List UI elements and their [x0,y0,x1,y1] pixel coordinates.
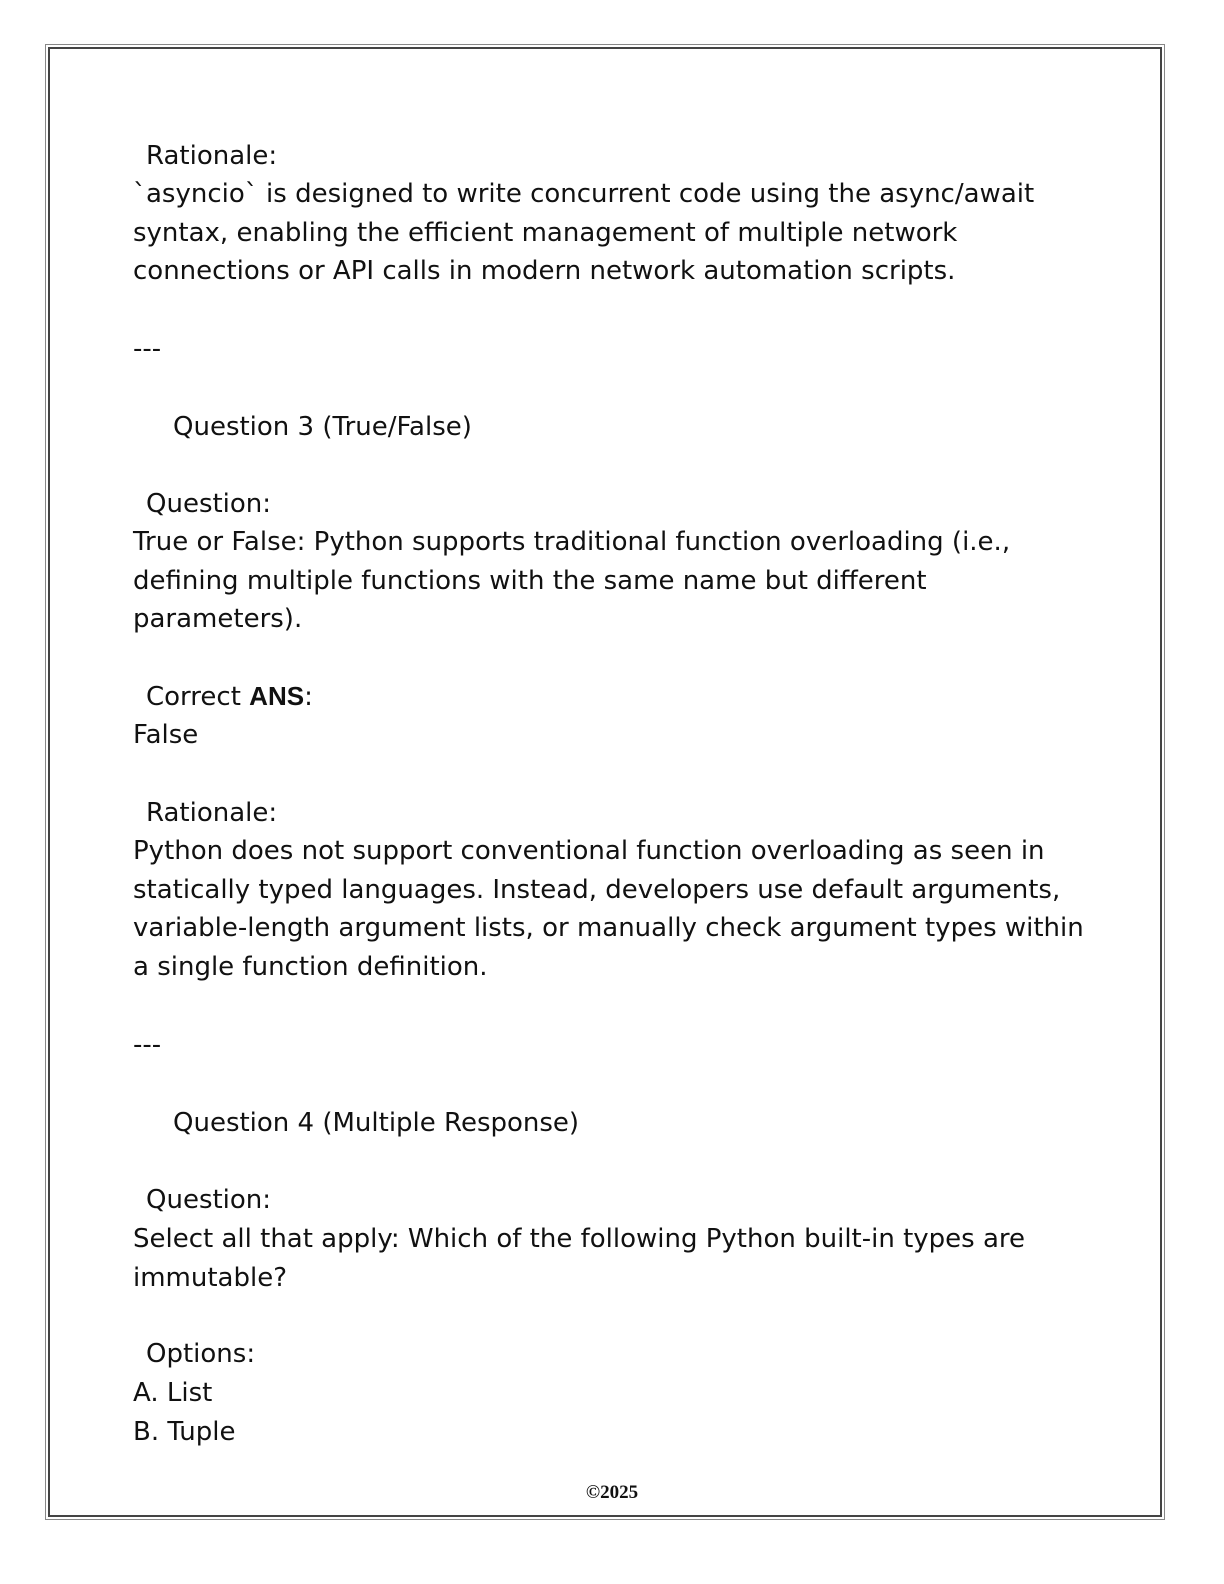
q3-answer-label-prefix: Correct [146,682,250,712]
q4-options-label: Options: [146,1339,256,1369]
q3-answer: False [133,720,199,750]
q3-question-text [133,523,1010,639]
q4-question-line: Select all that apply: Which of the following Python built-in types are [133,1224,1026,1254]
q4-options-list [133,1374,236,1451]
q3-rationale-line: Python does not support conventional function overloading as seen in [133,836,1045,866]
q4-question-text [133,1220,1025,1297]
q3-heading: Question 3 (True/False) [173,412,472,442]
q3-rationale-text [133,832,1084,986]
q3-question-label: Question: [146,489,272,519]
q2-rationale-line: syntax, enabling the efficient management of multiple network [133,217,958,248]
copyright-footer: ©2025 [585,1482,639,1503]
q4-question-line: immutable? [133,1262,288,1293]
q2-rationale-line: connections or API calls in modern network automation scripts. [133,256,956,287]
q3-question-line: defining multiple functions with the same name but different [133,565,927,596]
q4-option: B. Tuple [133,1416,236,1447]
q3-answer-label [146,677,313,717]
q4-question-label: Question: [146,1185,272,1215]
q2-rationale-label: Rationale: [146,141,278,171]
q2-rationale-line: `asyncio` is designed to write concurrent code using the async/await [133,179,1035,209]
q3-question-line: True or False: Python supports traditional function overloading (i.e., [133,527,1011,557]
q2-rationale-text [133,175,1034,291]
q4-heading: Question 4 (Multiple Response) [173,1108,580,1138]
q3-rationale-line: variable-length argument lists, or manually check argument types within [133,913,1084,944]
q3-rationale-label: Rationale: [146,798,278,828]
q3-answer-label-suffix: : [304,682,313,712]
q3-rationale-line: statically typed languages. Instead, developers use default arguments, [133,874,1061,905]
q3-question-line: parameters). [133,604,303,635]
separator: --- [133,1030,162,1060]
q3-rationale-line: a single function definition. [133,951,488,982]
q4-option: A. List [133,1378,213,1408]
q3-answer-label-strong: ANS [249,681,305,711]
separator: --- [133,334,162,364]
